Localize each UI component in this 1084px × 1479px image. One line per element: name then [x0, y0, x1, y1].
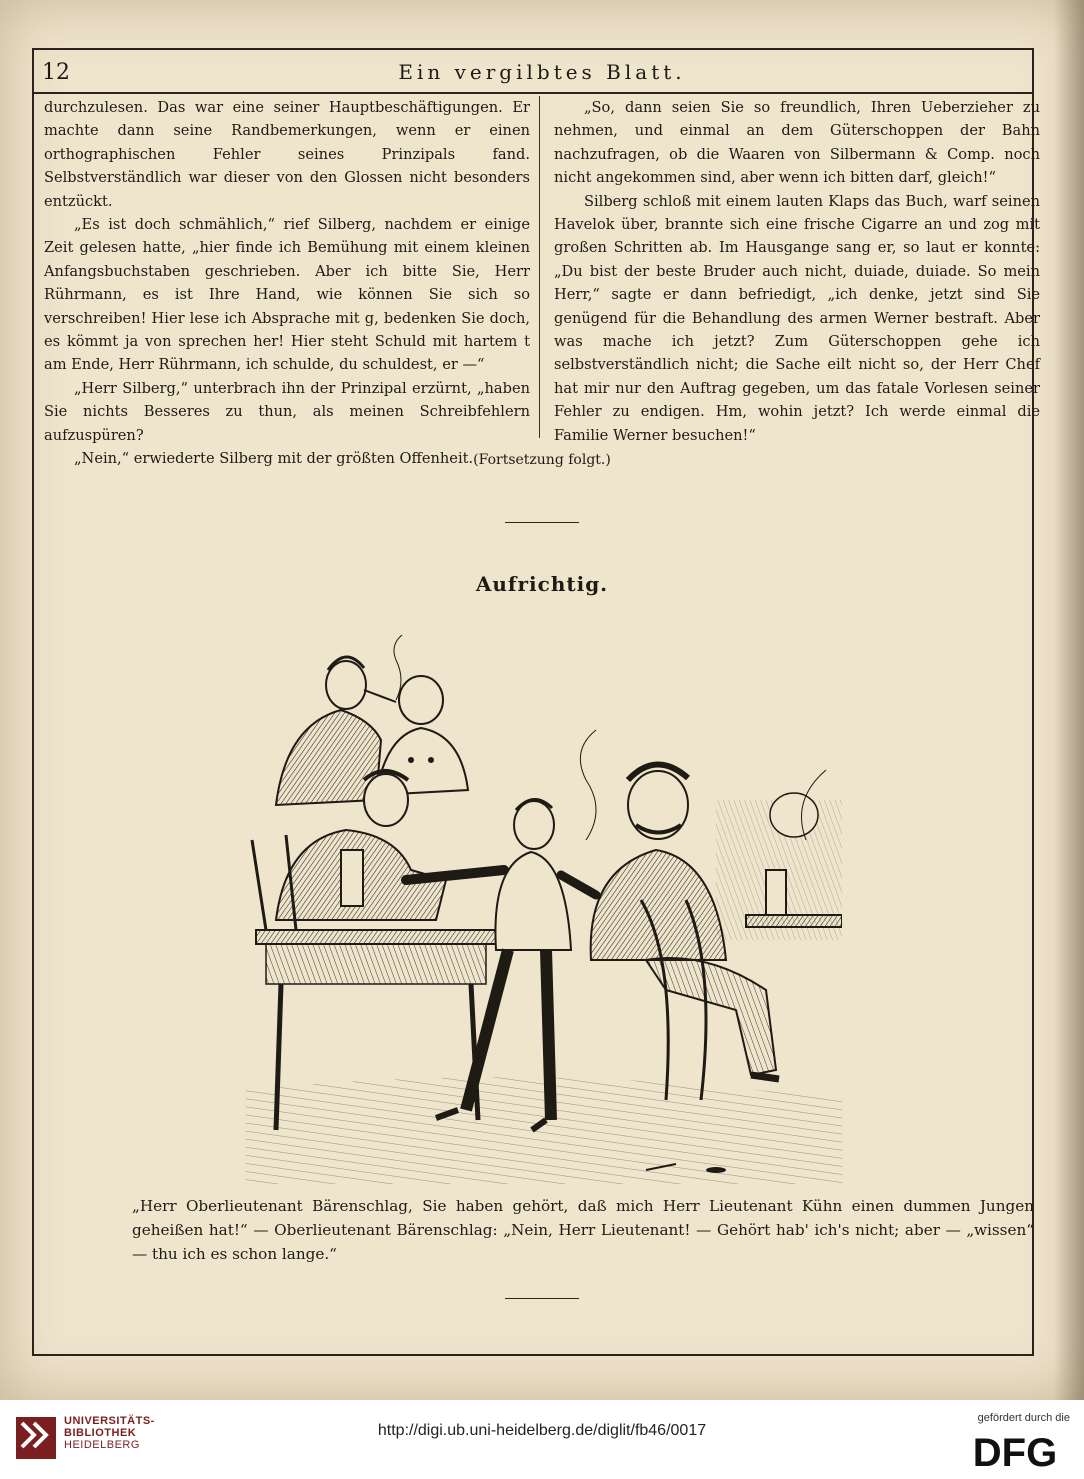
page-edge-shadow [1054, 0, 1084, 1400]
illustration-caption [62, 1194, 1034, 1266]
section-divider-top [505, 522, 579, 523]
tavern-illustration [246, 630, 842, 1184]
left-paragraph: „Herr Silberg,“ unterbrach ihn der Prinzipal erzürnt, „haben Sie nichts Besseres zu thun, als meinen Schreibfehlern aufzuspüren? [44, 379, 530, 444]
caption-text: „Herr Oberlieutenant Bärenschlag, Sie haben gehört, daß mich Herr Lieutenant Kühn einen dummen Jungen geheißen hat!“ — Oberlieutenant Bärenschlag: „Nein, Herr Lieutenant! — Gehört hab' ich's nicht; aber — „wissen“ — thu ich es schon lange.“ [132, 1197, 1034, 1263]
right-paragraph: Silberg schloß mit einem lauten Klaps das Buch, warf seinen Havelok über, brannte sich eine frische Cigarre an und zog mit großen Schritten ab. Im Hausgange sang er, so laut er konnte: „Du bist der beste Bruder auch nicht, duiade, duiade. So mein Herr,“ sagte er dann befriedigt, „ich denke, jetzt sind Sie genügend für die Behandlung des armen Werner bestraft. Aber was mache ich jetzt? Zum Güterschoppen gehe ich selbstverständlich nicht; die Sache eilt nicht so, der Herr Chef hat mir nur den Auftrag gegeben, um das fatale Vorlesen seiner Fehler zu endigen. Hm, wohin jetzt? Ich werde einmal die Familie Werner besuchen!“ [554, 192, 1040, 444]
permalink-url[interactable]: http://digi.ub.uni-heidelberg.de/diglit/fb46/0017 [377, 1422, 707, 1439]
library-name-line: UNIVERSITÄTS- [64, 1415, 155, 1427]
left-paragraph: „Es ist doch schmählich,“ rief Silberg, nachdem er einige Zeit gelesen hatte, „hier finde ich Bemühung mit einem kleinen Anfangsbuchstaben geschrieben. Aber ich bitte Sie, Herr Rührmann, es ist Ihre Hand, wie können Sie sich so verschreiben! Hier lese ich Absprache mit g, bedenken Sie doch, es kömmt ja von sprechen her! Hier steht Schuld mit hartem t am Ende, Herr Rührmann, ich schulde, du schuldest, er —“ [44, 216, 530, 374]
running-title: Ein vergilbtes Blatt. [398, 60, 686, 84]
left-paragraph: durchzulesen. Das war eine seiner Hauptbeschäftigungen. Er machte dann seine Randbemerkungen, wenn er einen orthographischen Fehler seines Prinzipals fand. Selbstverständlich war dieser von den Glossen nicht besonders entzückt. [44, 99, 530, 210]
right-column [554, 96, 1040, 447]
dfg-logo-icon [960, 1428, 1070, 1472]
page-number: 12 [42, 60, 70, 85]
continued-note: (Fortsetzung folgt.) [473, 452, 611, 468]
left-column [44, 96, 530, 471]
section-title: Aufrichtig. [475, 572, 609, 596]
column-divider [539, 96, 540, 438]
library-name-line: BIBLIOTHEK [64, 1427, 137, 1439]
dfg-logo-text: DFG [972, 1431, 1058, 1472]
left-paragraph: „Nein,“ erwiederte Silberg mit der größten Offenheit. [74, 450, 474, 468]
right-paragraph: „So, dann seien Sie so freundlich, Ihren Ueberzieher zu nehmen, und einmal an dem Güterschoppen der Bahn nachzufragen, ob die Waaren von Silbermann & Comp. noch nicht angekommen sind, aber wenn ich bitten darf, gleich!“ [554, 99, 1040, 187]
section-divider-bottom [505, 1298, 579, 1299]
library-name-line: HEIDELBERG [64, 1439, 140, 1451]
header-rule [34, 92, 1032, 94]
funder-label: gefördert durch die [977, 1412, 1070, 1424]
